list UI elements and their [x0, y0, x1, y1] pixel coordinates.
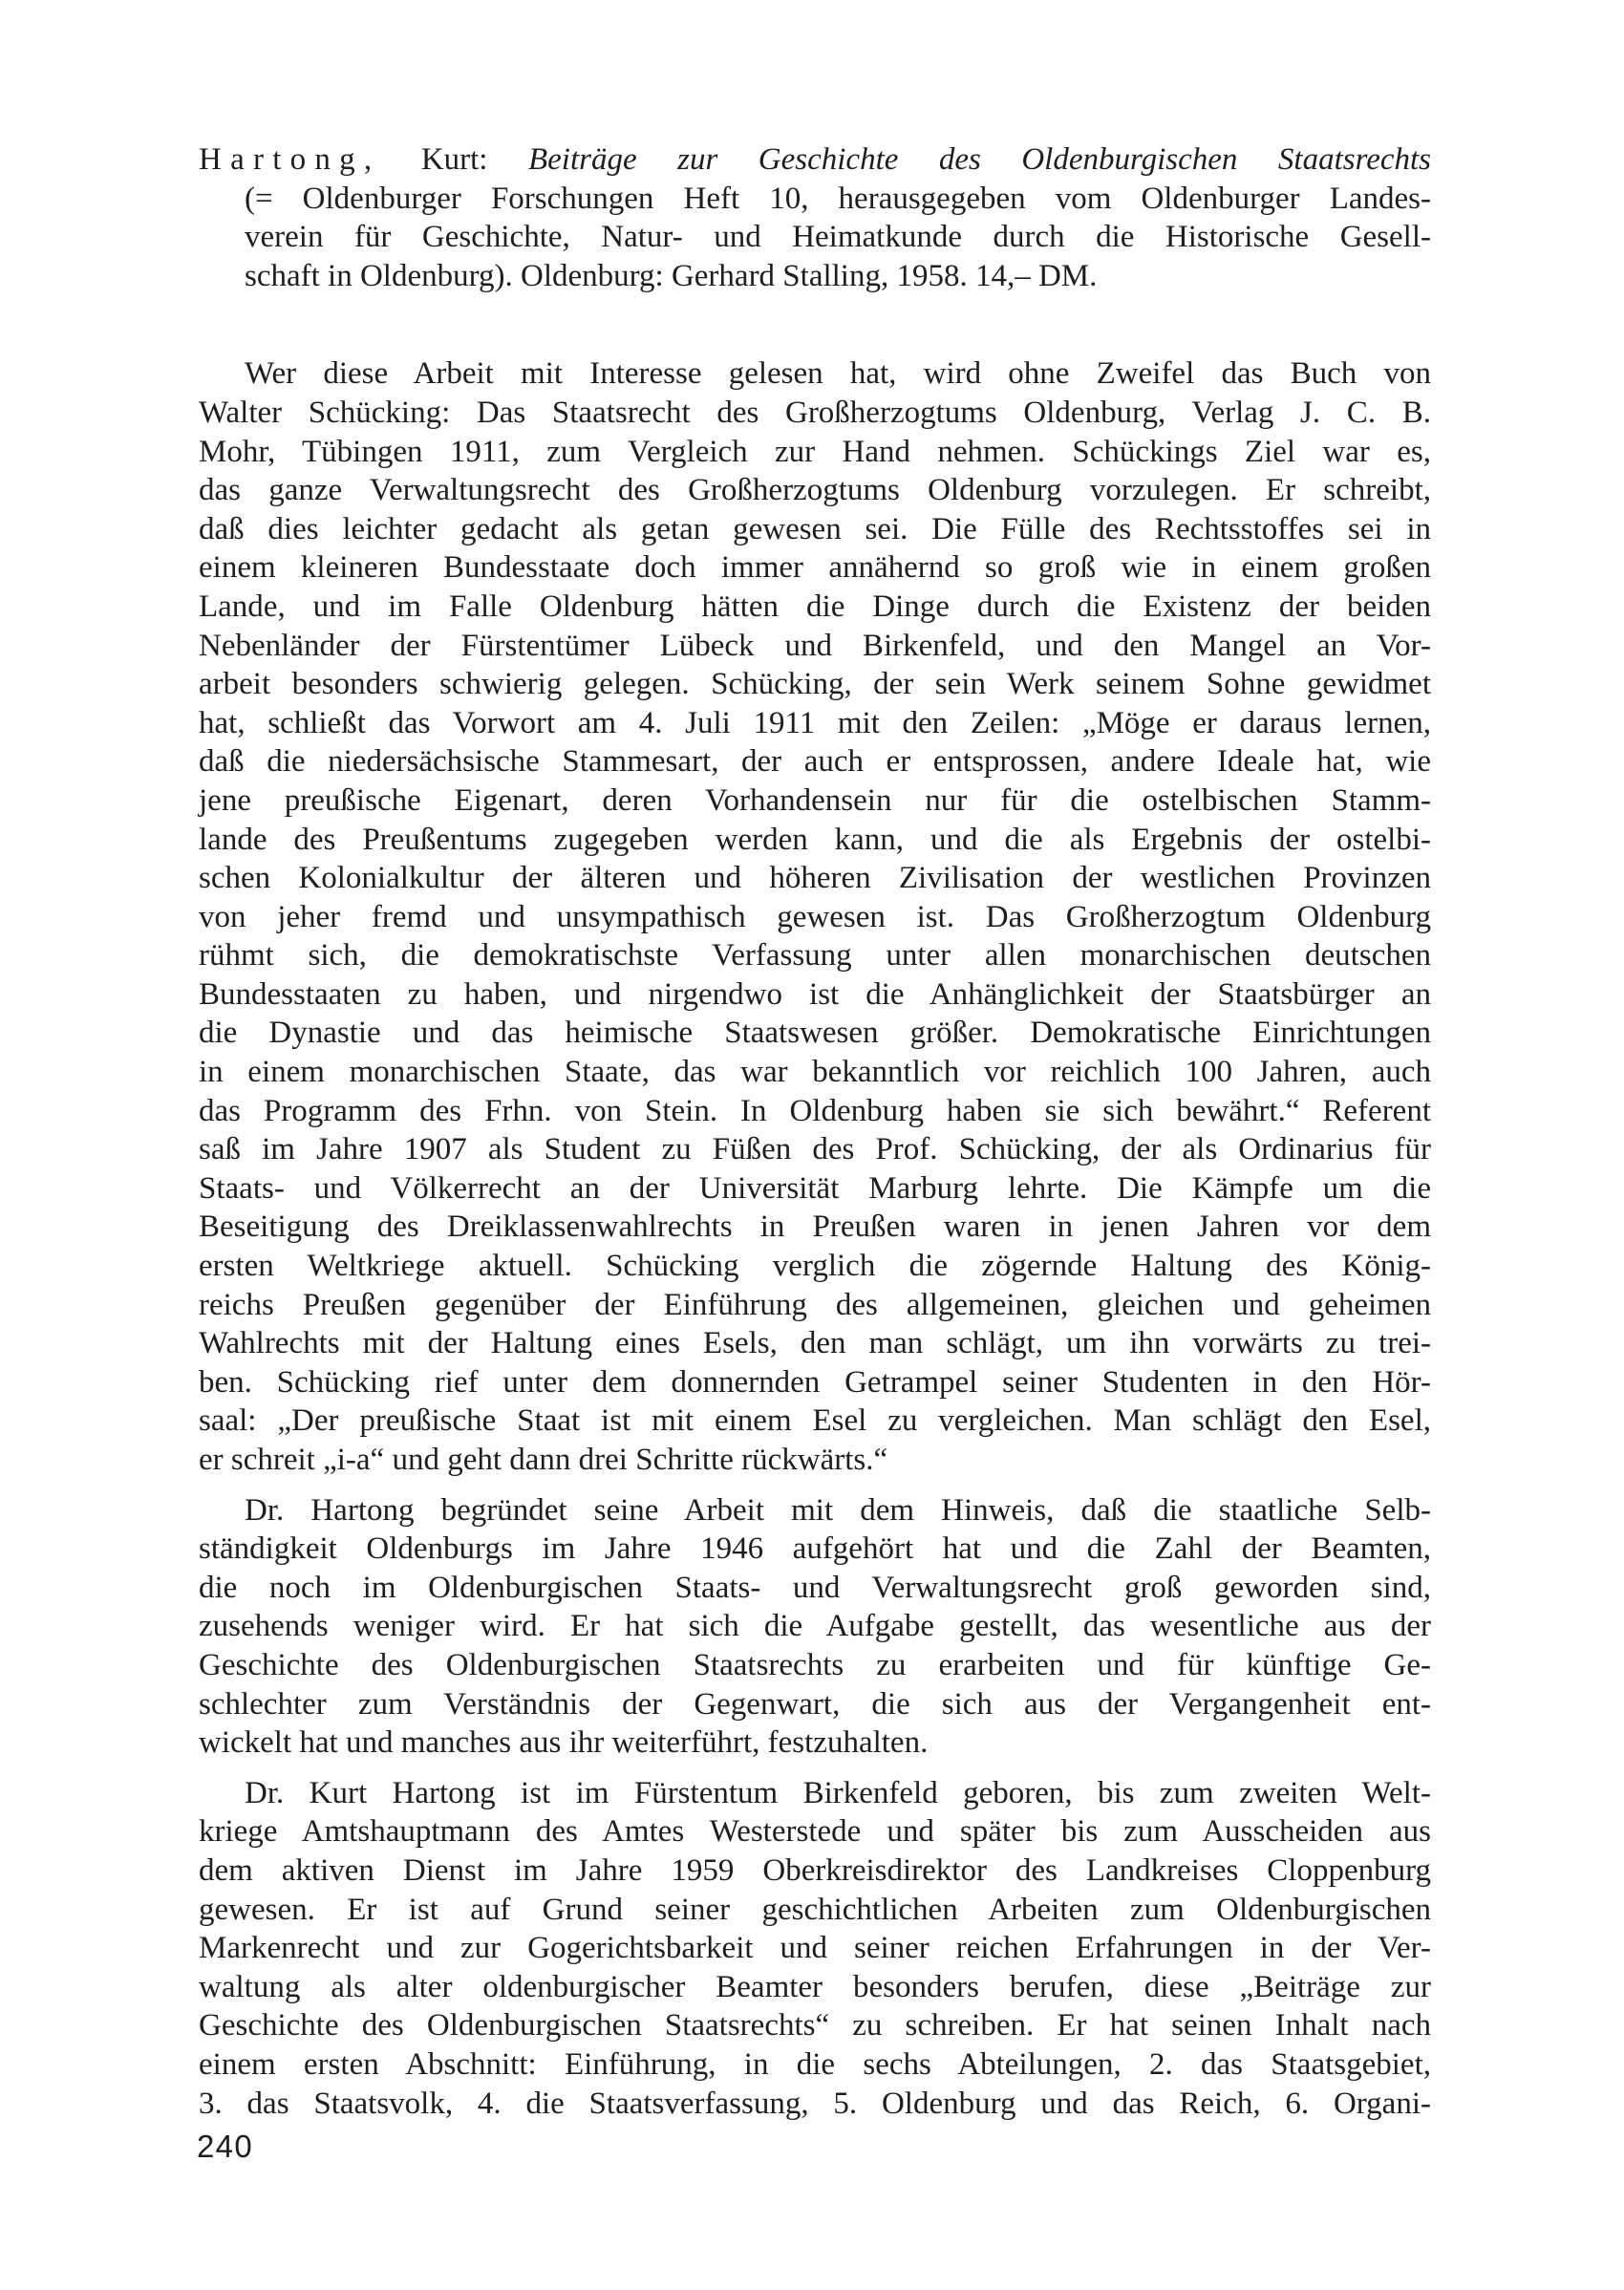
- text-line: ständigkeit Oldenburgs im Jahre 1946 aufgehört hat und die Zahl der Beamten,: [199, 1531, 1431, 1567]
- text-line: schlechter zum Verständnis der Gegenwart, die sich aus der Vergangenheit ent-: [199, 1686, 1431, 1722]
- citation-detail-line: schaft in Oldenburg). Oldenburg: Gerhard Stalling, 1958. 14,– DM.: [245, 258, 1098, 293]
- text-line: Wer diese Arbeit mit Interesse gelesen hat, wird ohne Zweifel das Buch von: [245, 356, 1431, 392]
- text-line: ben. Schücking rief unter dem donnernden Getrampel seiner Studenten in den Hör-: [199, 1364, 1431, 1400]
- text-line: schen Kolonialkultur der älteren und höheren Zivilisation der westlichen Provinzen: [199, 861, 1431, 896]
- text-line: Staats- und Völkerrecht an der Universität Marburg lehrte. Die Kämpfe um die: [199, 1170, 1431, 1206]
- review-body: [199, 354, 1431, 2123]
- text-line: Nebenländer der Fürstentümer Lübeck und Birkenfeld, und den Mangel an Vor-: [199, 628, 1431, 663]
- text-line: reichs Preußen gegenüber der Einführung des allgemeinen, gleichen und geheimen: [199, 1287, 1431, 1322]
- text-line: Mohr, Tübingen 1911, zum Vergleich zur Hand nehmen. Schückings Ziel war es,: [199, 434, 1431, 469]
- author-given-name: Kurt:: [420, 142, 488, 177]
- text-line: saal: „Der preußische Staat ist mit einem Esel zu vergleichen. Man schlägt den Esel,: [199, 1403, 1431, 1439]
- citation-heading-line: [199, 140, 1431, 180]
- text-line: 3. das Staatsvolk, 4. die Staatsverfassung, 5. Oldenburg und das Reich, 6. Organi-: [199, 2086, 1431, 2121]
- text-line: Beseitigung des Dreiklassenwahlrechts in Preußen waren in jenen Jahren vor dem: [199, 1209, 1431, 1245]
- text-line: kriege Amtshauptmann des Amtes Westerstede und später bis zum Ausscheiden aus: [199, 1814, 1431, 1850]
- paragraph: [199, 1491, 1431, 1763]
- text-line: Walter Schücking: Das Staatsrecht des Großherzogtums Oldenburg, Verlag J. C. B.: [199, 395, 1431, 430]
- text-line: wickelt hat und manches aus ihr weiterführt, festzuhalten.: [199, 1725, 929, 1761]
- text-line: saß im Jahre 1907 als Student zu Füßen des Prof. Schücking, der als Ordinarius für: [199, 1132, 1431, 1167]
- text-column: [199, 140, 1431, 2123]
- text-line: Markenrecht und zur Gogerichtsbarkeit und seiner reichen Erfahrungen in der Ver-: [199, 1931, 1431, 1966]
- text-line: jene preußische Eigenart, deren Vorhandensein nur für die ostelbischen Stamm-: [199, 782, 1431, 818]
- text-line: die Dynastie und das heimische Staatswesen größer. Demokratische Einrichtungen: [199, 1016, 1431, 1051]
- text-line: dem aktiven Dienst im Jahre 1959 Oberkreisdirektor des Landkreises Cloppenburg: [199, 1852, 1431, 1888]
- bibliographic-citation: [199, 140, 1431, 295]
- citation-details: [199, 180, 1431, 296]
- text-line: Geschichte des Oldenburgischen Staatsrechts“ zu schreiben. Er hat seinen Inhalt nach: [199, 2008, 1431, 2044]
- text-line: Geschichte des Oldenburgischen Staatsrechts zu erarbeiten und für künftige Ge-: [199, 1647, 1431, 1682]
- text-line: rühmt sich, die demokratischste Verfassung unter allen monarchischen deutschen: [199, 938, 1431, 974]
- text-line: ersten Weltkriege aktuell. Schücking verglich die zögernde Haltung des König-: [199, 1249, 1431, 1284]
- paragraph: [199, 1774, 1431, 2123]
- text-line: einem kleineren Bundesstaate doch immer annähernd so groß wie in einem großen: [199, 550, 1431, 586]
- book-title: Beiträge zur Geschichte des Oldenburgischen Staatsrechts: [527, 142, 1432, 177]
- paragraph: [199, 354, 1431, 1479]
- text-line: Dr. Kurt Hartong ist im Fürstentum Birkenfeld geboren, bis zum zweiten Welt-: [245, 1775, 1431, 1810]
- text-line: lande des Preußentums zugegeben werden kann, und die als Ergebnis der ostelbi-: [199, 822, 1431, 857]
- text-line: in einem monarchischen Staate, das war bekanntlich vor reichlich 100 Jahren, auch: [199, 1055, 1431, 1090]
- text-line: Bundesstaaten zu haben, und nirgendwo ist die Anhänglichkeit der Staatsbürger an: [199, 976, 1431, 1012]
- text-line: einem ersten Abschnitt: Einführung, in die sechs Abteilungen, 2. das Staatsgebiet,: [199, 2046, 1431, 2082]
- text-line: daß dies leichter gedacht als getan gewesen sei. Die Fülle des Rechtsstoffes sei in: [199, 511, 1431, 546]
- text-line: daß die niedersächsische Stammesart, der auch er entsprossen, andere Ideale hat, wie: [199, 744, 1431, 780]
- text-line: er schreit „i-a“ und geht dann drei Schritte rückwärts.“: [199, 1443, 888, 1477]
- text-line: die noch im Oldenburgischen Staats- und Verwaltungsrecht groß geworden sind,: [199, 1570, 1431, 1605]
- citation-detail-line: verein für Geschichte, Natur- und Heimatkunde durch die Historische Gesell-: [245, 220, 1431, 255]
- text-line: das Programm des Frhn. von Stein. In Oldenburg haben sie sich bewährt.“ Referent: [199, 1093, 1431, 1128]
- text-line: das ganze Verwaltungsrecht des Großherzogtums Oldenburg vorzulegen. Er schreibt,: [199, 473, 1431, 508]
- text-line: Lande, und im Falle Oldenburg hätten die Dinge durch die Existenz der beiden: [199, 589, 1431, 624]
- text-line: von jeher fremd und unsympathisch gewesen ist. Das Großherzogtum Oldenburg: [199, 899, 1431, 934]
- author-surname: Hartong,: [199, 142, 381, 177]
- citation-detail-line: (= Oldenburger Forschungen Heft 10, herausgegeben vom Oldenburger Landes-: [245, 181, 1431, 216]
- text-line: arbeit besonders schwierig gelegen. Schücking, der sein Werk seinem Sohne gewidmet: [199, 667, 1431, 702]
- text-line: hat, schließt das Vorwort am 4. Juli 1911 mit den Zeilen: „Möge er daraus lernen,: [199, 705, 1431, 740]
- text-line: Dr. Hartong begründet seine Arbeit mit dem Hinweis, daß die staatliche Selb-: [245, 1492, 1431, 1528]
- page-number: 240: [197, 2129, 254, 2164]
- text-line: gewesen. Er ist auf Grund seiner geschichtlichen Arbeiten zum Oldenburgischen: [199, 1892, 1431, 1927]
- text-line: Wahlrechts mit der Haltung eines Esels, den man schlägt, um ihn vorwärts zu trei-: [199, 1326, 1431, 1361]
- text-line: waltung als alter oldenburgischer Beamter besonders berufen, diese „Beiträge zur: [199, 1969, 1431, 2004]
- text-line: zusehends weniger wird. Er hat sich die Aufgabe gestellt, das wesentliche aus der: [199, 1609, 1431, 1644]
